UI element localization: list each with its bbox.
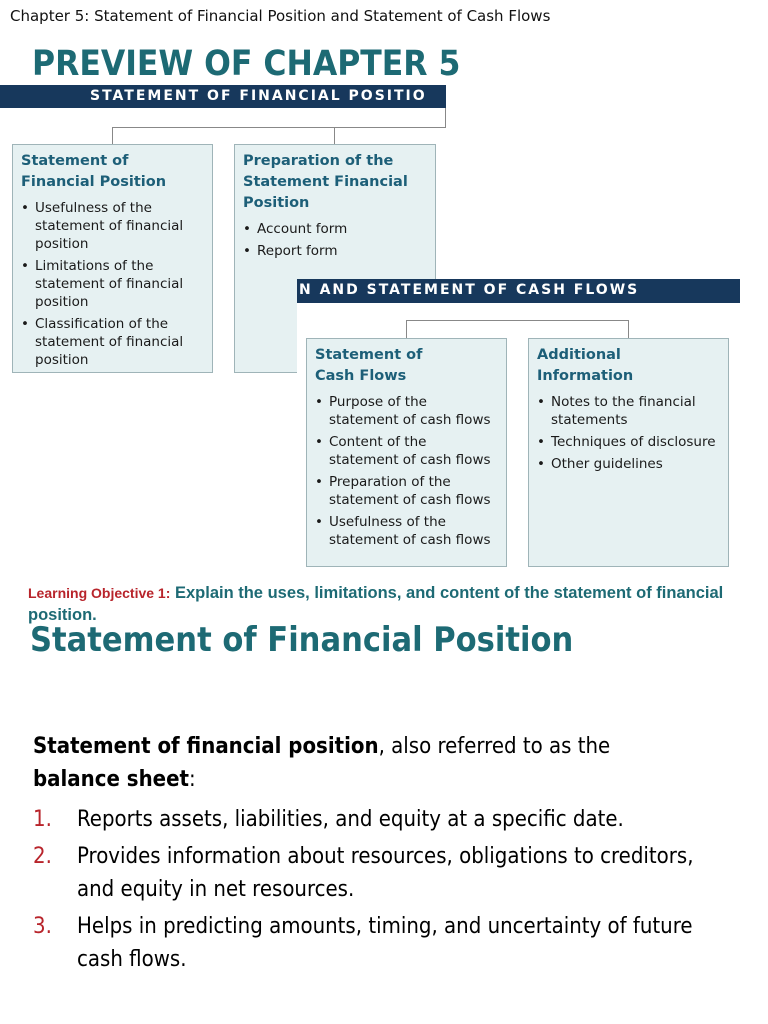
list-number: 3. [33,914,52,939]
term-statement: Statement of financial position [33,734,379,759]
list-item [33,910,733,976]
list-item: • Report form [243,242,427,260]
connector-line [334,127,335,144]
list-number: 1. [33,807,52,832]
list-item: • Preparation of the statement of cash flows [315,473,498,509]
list-text: Reports assets, liabilities, and equity at a specific date. [77,807,624,832]
list-item: • Limitations of the statement of financial position [21,257,204,311]
section-title: Statement of Financial Position [30,620,574,660]
list-item: • Purpose of the statement of cash flows [315,393,498,429]
list-item [33,803,733,836]
list-text: Helps in predicting amounts, timing, and uncertainty of future cash flows. [77,914,693,972]
intro-colon: : [189,767,196,792]
list-item: • Notes to the financial statements [537,393,720,429]
box-title: Additional Information [537,347,634,384]
connector-line [628,320,629,338]
list-item: • Classification of the statement of financial position [21,315,204,369]
list-item: • Techniques of disclosure [537,433,720,451]
list-item: • Usefulness of the statement of cash flows [315,513,498,549]
connector-line [112,127,113,144]
box-title: Statement of Cash Flows [315,347,423,384]
list-item: • Account form [243,220,427,238]
banner-top-text: STATEMENT OF FINANCIAL POSITIO [90,88,427,104]
list-item: • Other guidelines [537,455,720,473]
points-list [33,803,733,980]
intro-text: , also referred to as the [378,734,611,759]
box-title: Preparation of the Statement Financial Position [243,153,408,211]
banner-cash-flows [297,279,740,303]
box-statement-financial-position [12,144,213,373]
banner-bottom-text: N AND STATEMENT OF CASH FLOWS [299,282,640,298]
list-item: • Content of the statement of cash flows [315,433,498,469]
box-statement-cash-flows [306,338,507,567]
box-additional-information [528,338,729,567]
banner-statement-financial-position [0,85,446,108]
list-item: • Usefulness of the statement of financial position [21,199,204,253]
box-title: Statement of Financial Position [21,153,167,190]
list-number: 2. [33,844,52,869]
learning-objective-label: Learning Objective 1: [28,585,171,601]
connector-line [406,320,407,338]
intro-paragraph [33,730,733,796]
connector-line [406,320,629,321]
term-balance-sheet: balance sheet [33,767,189,792]
connector-line [112,127,446,128]
learning-objective-text: Explain the uses, limitations, and content of the statement of financial position. [28,584,724,624]
chapter-header: Chapter 5: Statement of Financial Position and Statement of Cash Flows [10,7,551,25]
list-text: Provides information about resources, obligations to creditors, and equity in net resources. [77,844,694,902]
preview-title: PREVIEW OF CHAPTER 5 [32,44,461,84]
connector-line [445,108,446,128]
list-item [33,840,733,906]
